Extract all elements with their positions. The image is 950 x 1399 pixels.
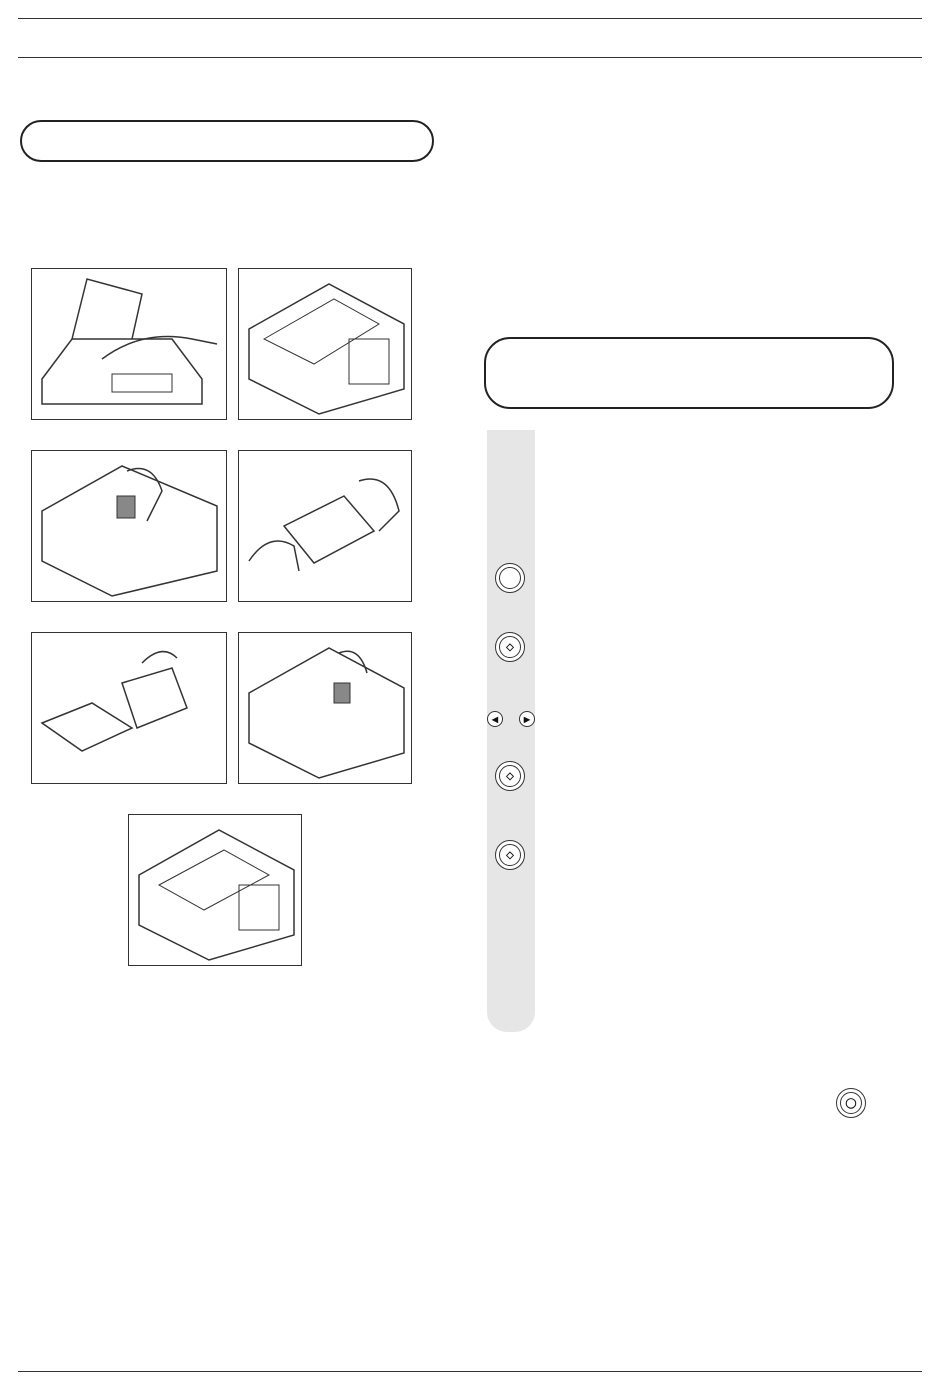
stop-icon: ◯	[840, 1092, 862, 1114]
top-rule	[18, 18, 922, 19]
printhead-unpack-illustration	[239, 451, 409, 599]
figure-1	[31, 268, 227, 420]
key-sidebar	[487, 430, 535, 1032]
figure-2	[238, 268, 412, 420]
header-rule	[18, 57, 922, 58]
right-arrow-icon: ▶	[523, 714, 531, 724]
footer-rule	[18, 1371, 922, 1372]
section-title-box-neuaktivierung	[484, 337, 894, 409]
start-icon: ◇	[499, 636, 521, 658]
left-arrow-key-button[interactable]	[487, 711, 503, 727]
f-key-button[interactable]	[495, 563, 525, 593]
printhead-lever-illustration	[32, 451, 222, 599]
printhead-close-illustration	[129, 815, 299, 963]
printhead-compartment-illustration	[239, 269, 409, 417]
ok-key-button-2[interactable]	[495, 761, 525, 791]
ok-key-button-1[interactable]	[495, 632, 525, 662]
figure-4	[238, 450, 412, 602]
figure-5	[31, 632, 227, 784]
figure-7	[128, 814, 302, 966]
stop-key-button[interactable]	[836, 1088, 866, 1118]
printhead-insert-illustration	[239, 633, 409, 781]
start-icon: ◇	[499, 844, 521, 866]
fax-open-cover-illustration	[32, 269, 222, 417]
section-title-box-austausch	[20, 120, 434, 162]
right-arrow-key-button[interactable]	[519, 711, 535, 727]
start-icon: ◇	[499, 765, 521, 787]
figure-6	[238, 632, 412, 784]
printhead-no-touch-illustration	[32, 633, 222, 781]
figure-3	[31, 450, 227, 602]
ok-key-button-3[interactable]	[495, 840, 525, 870]
left-arrow-icon: ◀	[491, 714, 499, 724]
